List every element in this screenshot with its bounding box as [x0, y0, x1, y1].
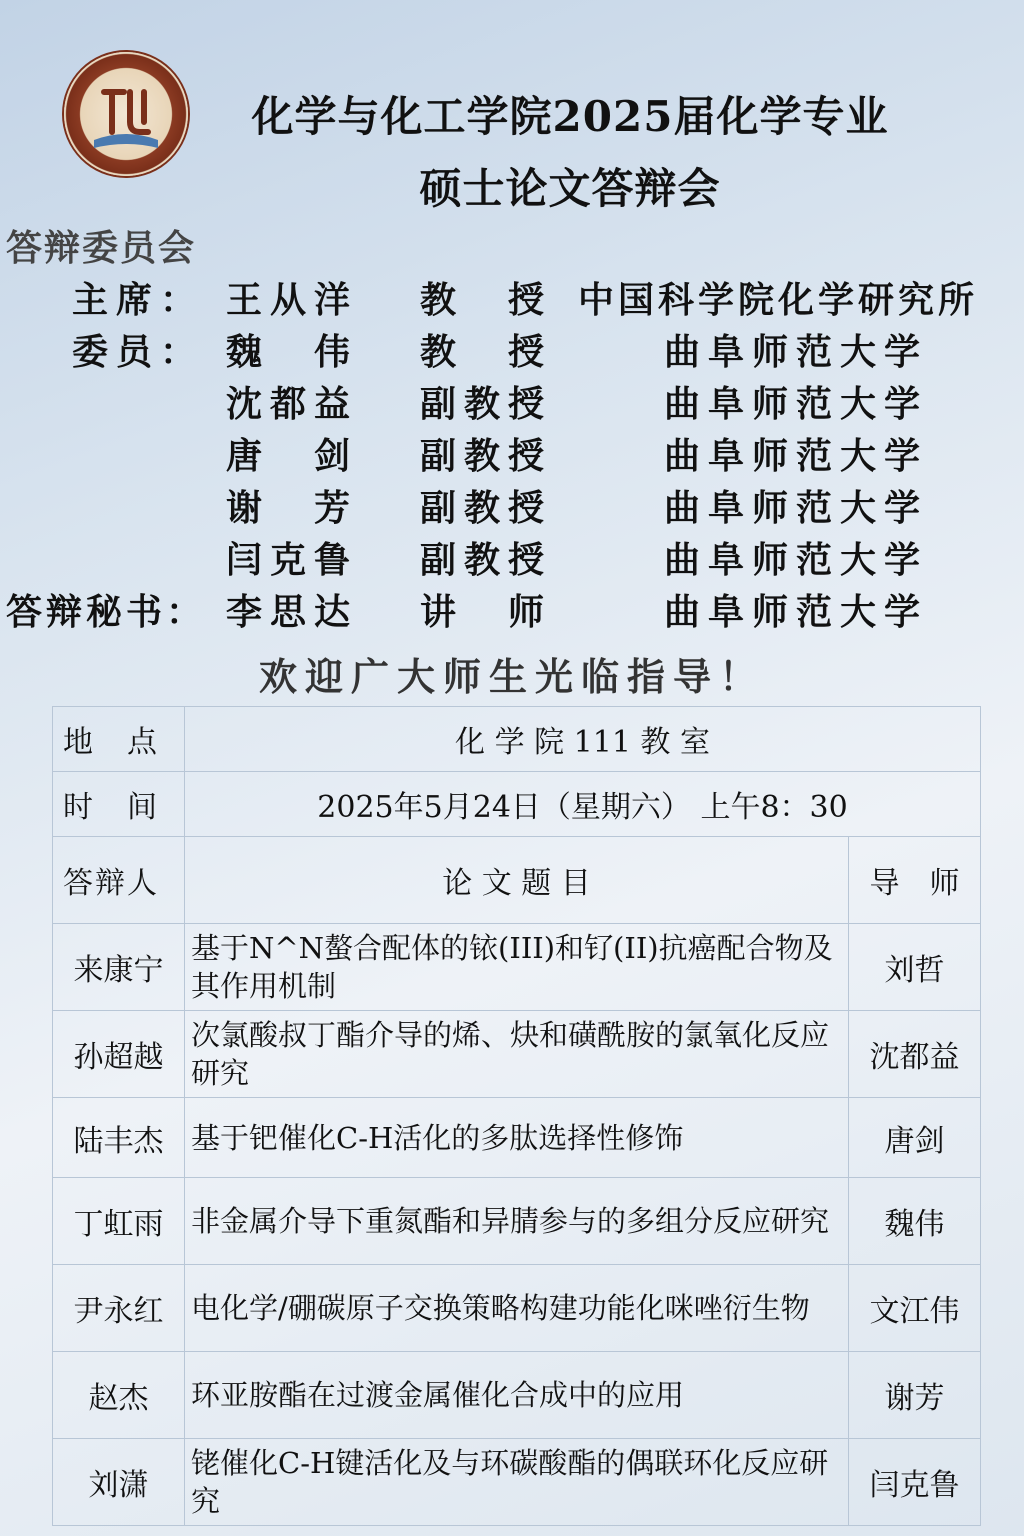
committee-name: 沈都益: [226, 383, 359, 425]
committee-org: 曲阜师范大学: [664, 539, 929, 581]
table-header-row: [53, 837, 981, 924]
school-logo: [64, 52, 188, 176]
thesis-topic: 次氯酸叔丁酯介导的烯、炔和磺酰胺的氯氧化反应研究: [185, 1011, 849, 1098]
header-student: 答辩人: [53, 837, 185, 924]
table-row: [53, 1098, 981, 1178]
thesis-topic: 基于N^N螯合配体的铱(III)和钌(II)抗癌配合物及其作用机制: [185, 924, 849, 1011]
committee-name: 李思达: [226, 591, 359, 633]
thesis-topic: 电化学/硼碳原子交换策略构建功能化咪唑衍生物: [185, 1265, 849, 1352]
student-name: 赵杰: [53, 1352, 185, 1439]
student-name: 来康宁: [53, 924, 185, 1011]
committee-org: 曲阜师范大学: [664, 383, 929, 425]
committee-title: 副教授: [420, 487, 553, 529]
committee-name: 王从洋: [226, 279, 359, 321]
committee-name: 谢 芳: [226, 487, 359, 529]
advisor-name: 唐剑: [849, 1098, 981, 1178]
committee-role: 答辩秘书：: [6, 591, 207, 633]
committee-role: 主席：: [72, 279, 205, 321]
committee-org: 中国科学院化学研究所: [578, 279, 979, 321]
student-name: 尹永红: [53, 1265, 185, 1352]
thesis-topic: 环亚胺酯在过渡金属催化合成中的应用: [185, 1352, 849, 1439]
table-row: [53, 1352, 981, 1439]
header-advisor: 导 师: [849, 837, 981, 924]
advisor-name: 魏伟: [849, 1178, 981, 1265]
committee-title: 副教授: [420, 383, 553, 425]
student-name: 孙超越: [53, 1011, 185, 1098]
committee-role: 委员：: [72, 331, 205, 373]
committee-row-secretary: [0, 584, 1024, 636]
student-name: 陆丰杰: [53, 1098, 185, 1178]
committee-org: 曲阜师范大学: [664, 331, 929, 373]
student-name: 刘潇: [53, 1439, 185, 1526]
thesis-topic: 基于钯催化C-H活化的多肽选择性修饰: [185, 1098, 849, 1178]
time-row: [53, 772, 981, 837]
defense-info-table: [52, 706, 981, 1526]
advisor-name: 闫克鲁: [849, 1439, 981, 1526]
committee-row: [0, 480, 1024, 532]
page-subtitle: 硕士论文答辩会: [419, 164, 721, 213]
time-value: 2025年5月24日（星期六） 上午8：30: [185, 772, 981, 837]
committee-row: [0, 376, 1024, 428]
time-label: 时 间: [53, 772, 185, 837]
committee-heading: 答辩委员会: [6, 227, 197, 269]
advisor-name: 谢芳: [849, 1352, 981, 1439]
location-row: [53, 707, 981, 772]
location-label: 地 点: [53, 707, 185, 772]
committee-org: 曲阜师范大学: [664, 487, 929, 529]
committee-title: 教 授: [420, 331, 553, 373]
table-row: [53, 924, 981, 1011]
welcome-message: 欢迎广大师生光临指导！: [258, 654, 765, 699]
committee-name: 魏 伟: [226, 331, 359, 373]
school-emblem-icon: [64, 52, 188, 176]
advisor-name: 沈都益: [849, 1011, 981, 1098]
thesis-topic: 非金属介导下重氮酯和异腈参与的多组分反应研究: [185, 1178, 849, 1265]
committee-row-chair: [0, 272, 1024, 324]
advisor-name: 刘哲: [849, 924, 981, 1011]
thesis-topic: 铑催化C-H键活化及与环碳酸酯的偶联环化反应研究: [185, 1439, 849, 1526]
header-topic: 论 文 题 目: [185, 837, 849, 924]
table-row: [53, 1439, 981, 1526]
table-row: [53, 1178, 981, 1265]
student-name: 丁虹雨: [53, 1178, 185, 1265]
advisor-name: 文江伟: [849, 1265, 981, 1352]
location-value: 化 学 院 111 教 室: [185, 707, 981, 772]
committee-title: 教 授: [420, 279, 553, 321]
page-title: 化学与化工学院2025届化学专业: [251, 92, 889, 141]
committee-title: 副教授: [420, 539, 553, 581]
committee-org: 曲阜师范大学: [664, 591, 929, 633]
committee-row: [0, 324, 1024, 376]
committee-row: [0, 532, 1024, 584]
table-row: [53, 1011, 981, 1098]
committee-title: 副教授: [420, 435, 553, 477]
committee-name: 闫克鲁: [226, 539, 359, 581]
committee-title: 讲 师: [420, 591, 553, 633]
committee-row: [0, 428, 1024, 480]
committee-name: 唐 剑: [226, 435, 359, 477]
table-row: [53, 1265, 981, 1352]
committee-org: 曲阜师范大学: [664, 435, 929, 477]
